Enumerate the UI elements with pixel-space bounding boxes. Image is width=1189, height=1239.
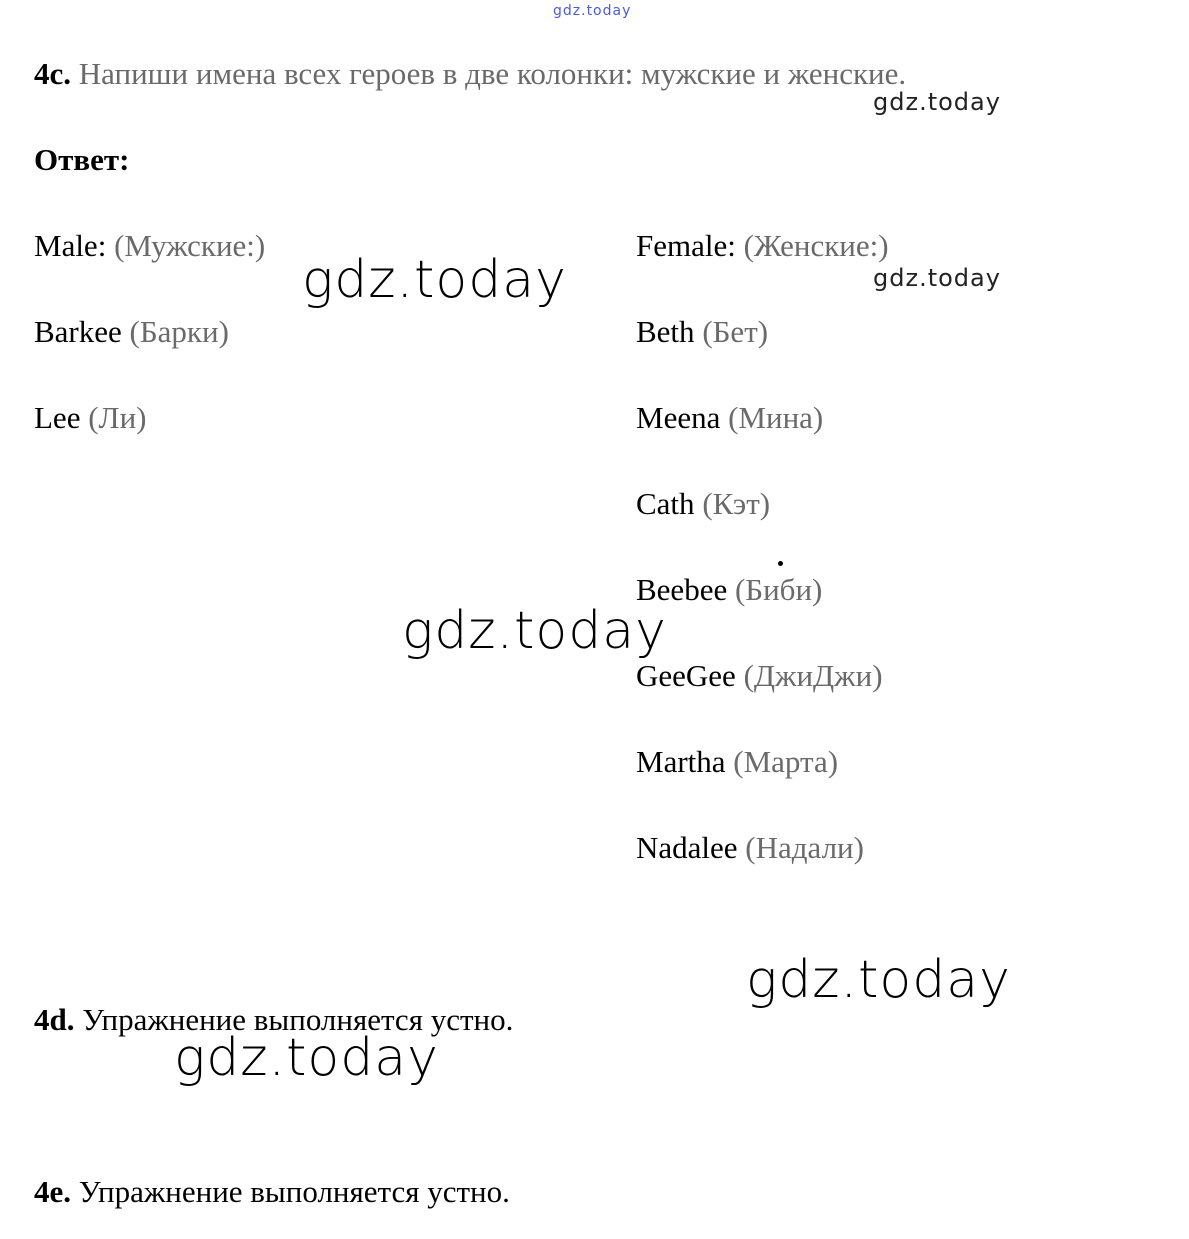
female-name-translation: (Мина) <box>728 400 824 435</box>
watermark-small-1: gdz.today <box>873 88 1001 116</box>
female-name-item <box>636 400 823 436</box>
task-4c-number: 4c. <box>34 56 72 91</box>
female-header-translation: (Женские:) <box>743 228 889 263</box>
female-name: Meena <box>636 400 721 435</box>
female-name-item <box>636 744 838 780</box>
male-header-label: Male: <box>34 228 107 263</box>
task-4d <box>34 1002 513 1038</box>
male-name: Barkee <box>34 314 122 349</box>
task-4c-text: Напиши имена всех героев в две колонки: мужские и женские. <box>78 56 907 91</box>
task-4e-number: 4e. <box>34 1174 72 1209</box>
female-name-translation: (Биби) <box>734 572 823 607</box>
female-header <box>636 228 889 264</box>
male-header <box>34 228 265 264</box>
task-4e <box>34 1174 510 1210</box>
task-4d-text: Упражнение выполняется устно. <box>82 1002 514 1037</box>
stray-dot <box>778 561 783 566</box>
female-name-translation: (Марта) <box>733 744 839 779</box>
female-header-label: Female: <box>636 228 736 263</box>
watermark-large-4: gdz.today <box>174 1028 439 1088</box>
watermark-small-2: gdz.today <box>873 264 1001 292</box>
task-4c <box>34 56 906 92</box>
female-name-item <box>636 572 822 608</box>
female-name-item <box>636 658 883 694</box>
task-4d-number: 4d. <box>34 1002 75 1037</box>
female-name: Nadalee <box>636 830 738 865</box>
female-name-translation: (Кэт) <box>702 486 771 521</box>
watermark-large-3: gdz.today <box>746 950 1011 1010</box>
female-name-translation: (Надали) <box>745 830 864 865</box>
male-name-item <box>34 314 229 350</box>
watermark-large-1: gdz.today <box>302 250 567 310</box>
female-name: Beebee <box>636 572 728 607</box>
female-name: GeeGee <box>636 658 736 693</box>
female-name-translation: (ДжиДжи) <box>743 658 883 693</box>
answer-label: Ответ: <box>34 142 130 177</box>
male-header-translation: (Мужские:) <box>114 228 266 263</box>
female-name: Martha <box>636 744 726 779</box>
watermark-large-2: gdz.today <box>402 601 667 661</box>
female-name-translation: (Бет) <box>702 314 769 349</box>
watermark-top: gdz.today <box>553 3 632 19</box>
female-name-item <box>636 830 864 866</box>
female-name-item <box>636 314 768 350</box>
female-name-item <box>636 486 770 522</box>
male-name-item <box>34 400 146 436</box>
male-name-translation: (Ли) <box>88 400 147 435</box>
female-name: Cath <box>636 486 695 521</box>
male-name-translation: (Барки) <box>129 314 229 349</box>
male-name: Lee <box>34 400 81 435</box>
task-4e-text: Упражнение выполняется устно. <box>78 1174 510 1209</box>
female-name: Beth <box>636 314 695 349</box>
